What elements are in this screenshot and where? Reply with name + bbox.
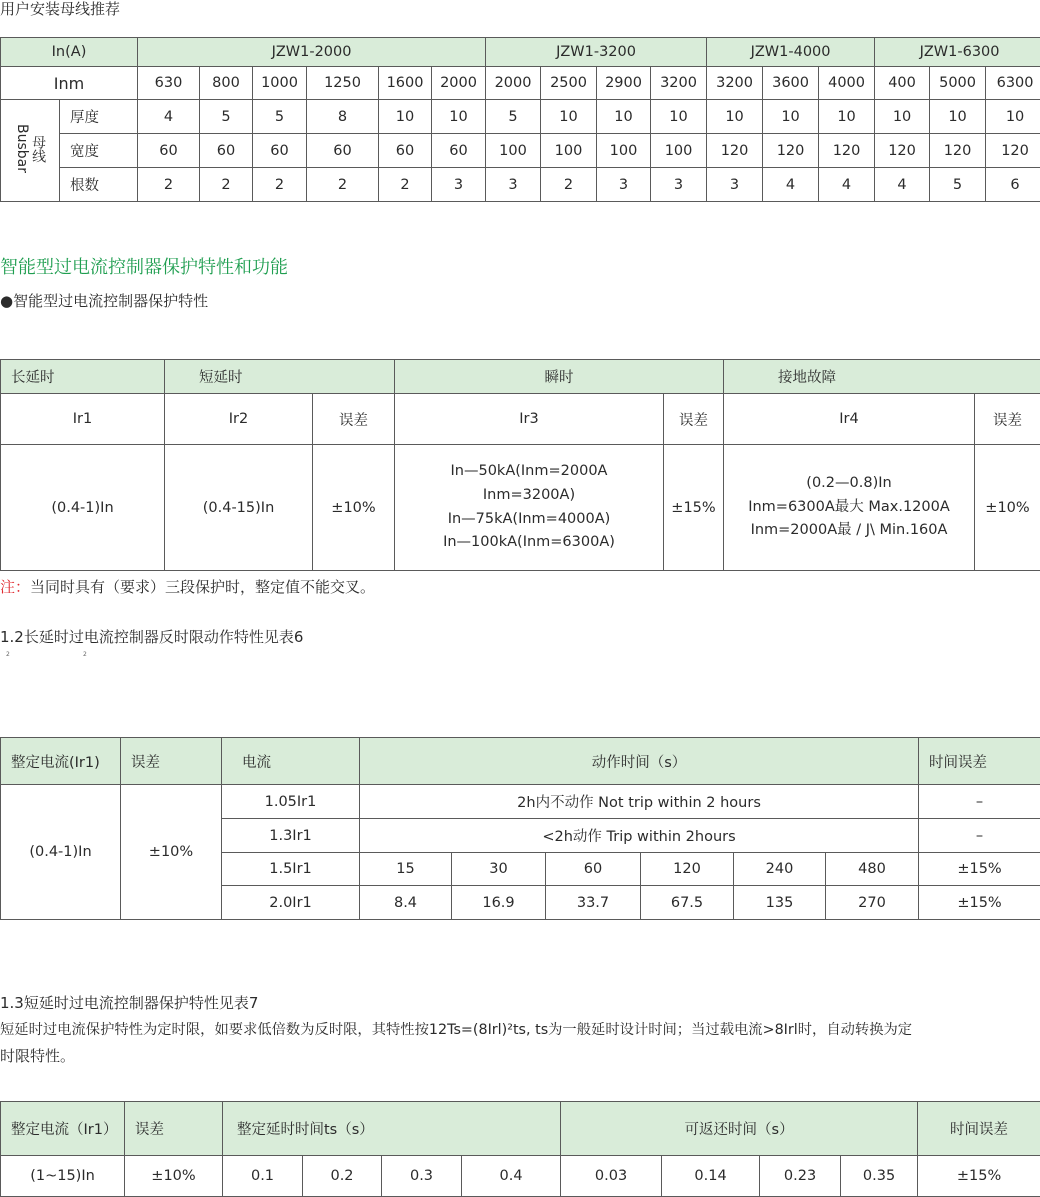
cell: 5 (253, 100, 307, 134)
cell: 10 (819, 100, 875, 134)
cell: 10 (541, 100, 597, 134)
tiny-mark: 2 (83, 651, 87, 658)
cell: 100 (597, 134, 651, 168)
cell: 3 (432, 168, 486, 202)
sub-ir1: Ir1 (1, 394, 165, 445)
cell: 10 (597, 100, 651, 134)
cell: 10 (379, 100, 432, 134)
cell: 3 (486, 168, 541, 202)
inm-cell: 630 (138, 67, 200, 100)
busbar-group-label (1, 100, 60, 202)
cell: 2 (379, 168, 432, 202)
cell: 3 (651, 168, 707, 202)
busbar-cn: 母线 (30, 135, 46, 163)
trip-time: 30 (452, 853, 546, 886)
header-current: 电流 (222, 738, 360, 785)
time-error-value: ±15% (919, 886, 1040, 920)
row-label: 根数 (60, 168, 138, 202)
trip-time: 120 (641, 853, 734, 886)
short-delay-title: 1.3短延时过电流控制器保护特性见表7 (0, 994, 258, 1012)
cell: 100 (651, 134, 707, 168)
inm-cell: 5000 (930, 67, 986, 100)
trip-time: 270 (826, 886, 919, 920)
busbar-row-thickness (1, 100, 1040, 134)
header-return-time: 可返还时间（s） (561, 1102, 918, 1156)
trip-time: 67.5 (641, 886, 734, 920)
row-label: 厚度 (60, 100, 138, 134)
model-label: JZW1-4000 (751, 44, 831, 60)
model-label: JZW1-6300 (920, 44, 1000, 60)
short-delay-table (0, 1101, 1040, 1197)
cell: 2 (200, 168, 253, 202)
ir3-line: Inm=3200A) (395, 484, 663, 508)
header-setting-current: 整定电流（Ir1） (1, 1102, 125, 1156)
cell: 10 (875, 100, 930, 134)
group-long-delay: 长延时 (1, 360, 165, 394)
cell: 120 (986, 134, 1040, 168)
cell: 4 (138, 100, 200, 134)
protection-subheading: ●智能型过电流控制器保护特性 (0, 292, 208, 310)
header-error: 误差 (121, 738, 222, 785)
ir3-line: In—75kA(Inm=4000A) (395, 508, 663, 532)
trip-time: 15 (360, 853, 452, 886)
sub-ir3: Ir3 (395, 394, 664, 445)
ir3-line: In—100kA(Inm=6300A) (395, 531, 663, 555)
inm-cell: 3600 (763, 67, 819, 100)
trip-time-span: 2h内不动作 Not trip within 2 hours (360, 785, 919, 819)
error-value: ±10% (125, 1156, 223, 1197)
model-label: JZW1-3200 (556, 44, 636, 60)
trip-time: 33.7 (546, 886, 641, 920)
sub-ir4: Ir4 (724, 394, 975, 445)
inm-cell: 1600 (379, 67, 432, 100)
header-delay-time: 整定延时时间ts（s） (223, 1102, 561, 1156)
setting-current-value: (1~15)In (1, 1156, 125, 1197)
inm-cell: 2900 (597, 67, 651, 100)
current-value: 1.3Ir1 (222, 819, 360, 853)
sub-ir2: Ir2 (165, 394, 313, 445)
cell: 120 (875, 134, 930, 168)
note (0, 578, 375, 596)
cell: 2 (541, 168, 597, 202)
cell: 2 (307, 168, 379, 202)
cell: 60 (379, 134, 432, 168)
ir2-value: (0.4-15)In (165, 445, 313, 571)
current-value: 1.05Ir1 (222, 785, 360, 819)
time-error-value: – (919, 785, 1040, 819)
short-error-value: ±10% (313, 445, 395, 571)
group-short-delay: 短延时 (165, 360, 395, 394)
cell: 2 (253, 168, 307, 202)
trip-time: 240 (734, 853, 826, 886)
time-error-value: – (919, 819, 1040, 853)
cell: 120 (930, 134, 986, 168)
model-header (486, 38, 707, 67)
ir4-line: Inm=6300A最大 Max.1200A (724, 496, 974, 520)
inm-cell: 800 (200, 67, 253, 100)
cell: 10 (930, 100, 986, 134)
in-label: In(A) (52, 44, 87, 60)
cell: 2 (138, 168, 200, 202)
cell: 5 (486, 100, 541, 134)
cell: 60 (138, 134, 200, 168)
inm-cell: 2000 (486, 67, 541, 100)
inm-cell: 2000 (432, 67, 486, 100)
inm-cell: 3200 (707, 67, 763, 100)
inm-cell: 4000 (819, 67, 875, 100)
delay-time: 0.1 (223, 1156, 303, 1197)
ir4-value (724, 445, 975, 571)
return-time: 0.14 (662, 1156, 760, 1197)
ir4-line: (0.2—0.8)In (724, 472, 974, 496)
cell: 6 (986, 168, 1040, 202)
return-time: 0.03 (561, 1156, 662, 1197)
model-header (707, 38, 875, 67)
sub-error: 误差 (664, 394, 724, 445)
trip-time-span: <2h动作 Trip within 2hours (360, 819, 919, 853)
return-time: 0.23 (760, 1156, 841, 1197)
trip-time: 8.4 (360, 886, 452, 920)
trip-time: 480 (826, 853, 919, 886)
group-instant: 瞬时 (395, 360, 724, 394)
ground-error-value: ±10% (975, 445, 1040, 571)
header-setting-current: 整定电流(Ir1) (1, 738, 121, 785)
cell: 120 (819, 134, 875, 168)
time-error-value: ±15% (918, 1156, 1040, 1197)
sub-error: 误差 (975, 394, 1040, 445)
cell: 5 (930, 168, 986, 202)
cell: 100 (541, 134, 597, 168)
current-value: 1.5Ir1 (222, 853, 360, 886)
cell: 60 (432, 134, 486, 168)
model-label: JZW1-2000 (272, 44, 352, 60)
delay-time: 0.2 (303, 1156, 382, 1197)
cell: 60 (307, 134, 379, 168)
row-label: 宽度 (60, 134, 138, 168)
ir1-value: (0.4-1)In (1, 445, 165, 571)
setting-current-value: (0.4-1)In (1, 785, 121, 920)
note-label: 注： (0, 578, 30, 596)
busbar-row-width (1, 134, 1040, 168)
busbar-table (0, 37, 1040, 202)
protection-table (0, 359, 1040, 571)
cell: 3 (597, 168, 651, 202)
return-time: 0.35 (841, 1156, 918, 1197)
header-trip-time: 动作时间（s） (360, 738, 919, 785)
inm-cell: 2500 (541, 67, 597, 100)
model-header (875, 38, 1040, 67)
error-value: ±10% (121, 785, 222, 920)
cell: 10 (986, 100, 1040, 134)
tiny-mark: 2 (6, 651, 10, 658)
cell: 4 (763, 168, 819, 202)
long-delay-title: 1.2长延时过电流控制器反时限动作特性见表6 (0, 628, 303, 646)
cell: 5 (200, 100, 253, 134)
ir4-line: Inm=2000A最 / J\ Min.160A (724, 519, 974, 543)
current-value: 2.0Ir1 (222, 886, 360, 920)
inm-row (1, 67, 1040, 100)
cell: 10 (707, 100, 763, 134)
cell: 10 (432, 100, 486, 134)
delay-time: 0.3 (382, 1156, 462, 1197)
group-ground-fault: 接地故障 (724, 360, 1040, 394)
delay-time: 0.4 (462, 1156, 561, 1197)
short-delay-paragraph-line: 时限特性。 (0, 1047, 75, 1065)
inm-cell: 1250 (307, 67, 379, 100)
cell: 60 (253, 134, 307, 168)
trip-time: 60 (546, 853, 641, 886)
ir3-value (395, 445, 664, 571)
inm-cell: 400 (875, 67, 930, 100)
note-text: 当同时具有（要求）三段保护时，整定值不能交叉。 (30, 578, 375, 596)
cell: 10 (651, 100, 707, 134)
cell: 3 (707, 168, 763, 202)
instant-error-value: ±15% (664, 445, 724, 571)
inm-cell: 3200 (651, 67, 707, 100)
trip-time: 135 (734, 886, 826, 920)
sub-error: 误差 (313, 394, 395, 445)
cell: 60 (200, 134, 253, 168)
ir3-line: In—50kA(Inm=2000A (395, 460, 663, 484)
cell: 120 (707, 134, 763, 168)
inm-cell: 6300 (986, 67, 1040, 100)
long-delay-table (0, 737, 1040, 920)
busbar-en: Busbar (14, 124, 30, 173)
cell: 8 (307, 100, 379, 134)
inm-label-cell (1, 67, 138, 100)
in-label-cell (1, 38, 138, 67)
busbar-row-count (1, 168, 1040, 202)
model-header (138, 38, 486, 67)
protection-heading: 智能型过电流控制器保护特性和功能 (0, 257, 288, 279)
busbar-section-title: 用户安装母线推荐 (0, 0, 120, 18)
header-time-error: 时间误差 (919, 738, 1040, 785)
cell: 100 (486, 134, 541, 168)
short-delay-paragraph-line: 短延时过电流保护特性为定时限，如要求低倍数为反时限，其特性按12Ts=(8Irl)²ts, ts为一般延时设计时间；当过载电流>8Irl时，自动转换为定 (0, 1022, 912, 1039)
trip-time: 16.9 (452, 886, 546, 920)
time-error-value: ±15% (919, 853, 1040, 886)
inm-cell: 1000 (253, 67, 307, 100)
cell: 10 (763, 100, 819, 134)
inm-label: Inm (54, 74, 84, 93)
cell: 120 (763, 134, 819, 168)
cell: 4 (875, 168, 930, 202)
header-error: 误差 (125, 1102, 223, 1156)
header-time-error: 时间误差 (918, 1102, 1040, 1156)
cell: 4 (819, 168, 875, 202)
